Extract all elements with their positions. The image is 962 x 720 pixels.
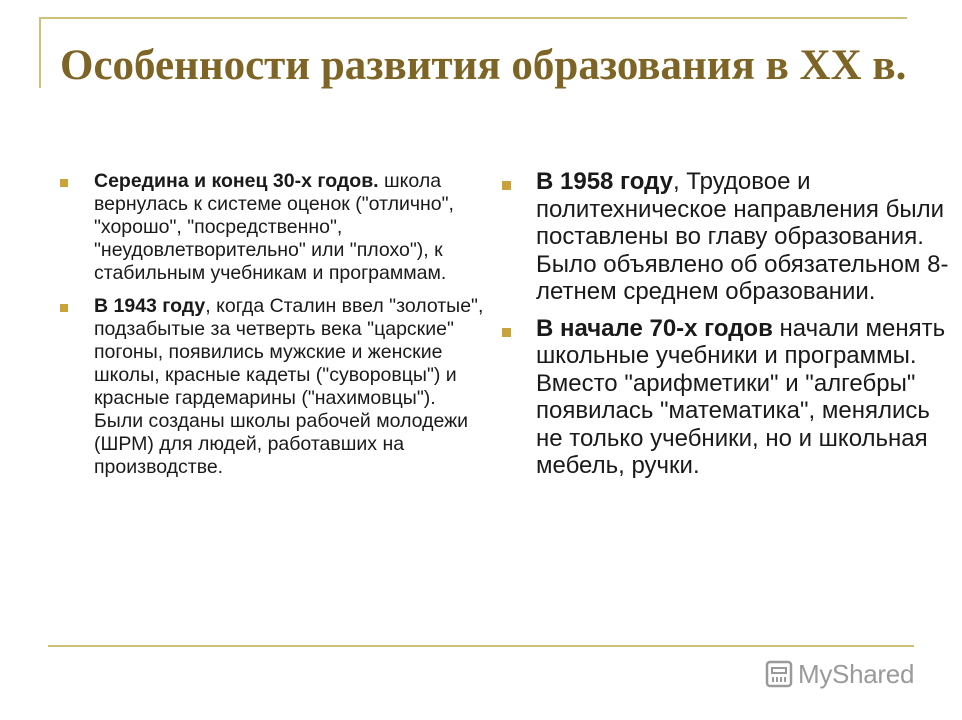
item-text: , Трудовое и политехническое направления были поставлены во главу образования. Было объявлено об обязательном 8-летнем среднем образовании. (536, 168, 949, 305)
item-heading: В начале 70-х годов (536, 314, 773, 342)
item-text: , когда Сталин ввел "золотые", подзабытые за четверть века "царские" погоны, появились мужские и женские школы, красные кадеты ("суворовцы") и красные гардемарины ("нахимовцы"). Были созданы школы рабочей молодежи (ШРМ) для людей, работавших на производстве. (94, 295, 484, 478)
item-heading: Середина и конец 30-х годов. (94, 170, 379, 192)
list-item (58, 295, 488, 479)
square-bullet-icon (502, 328, 511, 337)
frame-top-line (39, 17, 907, 19)
brand-watermark[interactable] (764, 656, 914, 692)
myshared-logo-icon (764, 659, 794, 689)
square-bullet-icon (502, 181, 511, 190)
item-text: начали менять школьные учебники и программы. Вместо "арифметики" и "алгебры" появилась "математика", менялись не только учебники, но и школьная мебель, ручки. (536, 314, 946, 479)
right-column (500, 168, 950, 489)
footer-line (48, 645, 914, 647)
list-item (500, 168, 950, 306)
square-bullet-icon (60, 179, 68, 187)
square-bullet-icon (60, 304, 68, 312)
item-heading: В 1943 году (94, 295, 206, 317)
list-item (500, 315, 950, 480)
left-column (58, 170, 488, 489)
item-text: школа вернулась к системе оценок ("отлично", "хорошо", "посредственно", "неудовлетворительно" или "плохо"), к стабильным учебникам и программам. (94, 170, 454, 284)
slide-title: Особенности развития образования в XX в. (60, 42, 907, 89)
brand-name: MyShared (798, 658, 915, 689)
item-heading: В 1958 году (536, 168, 673, 195)
frame-left-line (39, 17, 41, 88)
list-item (58, 170, 488, 285)
